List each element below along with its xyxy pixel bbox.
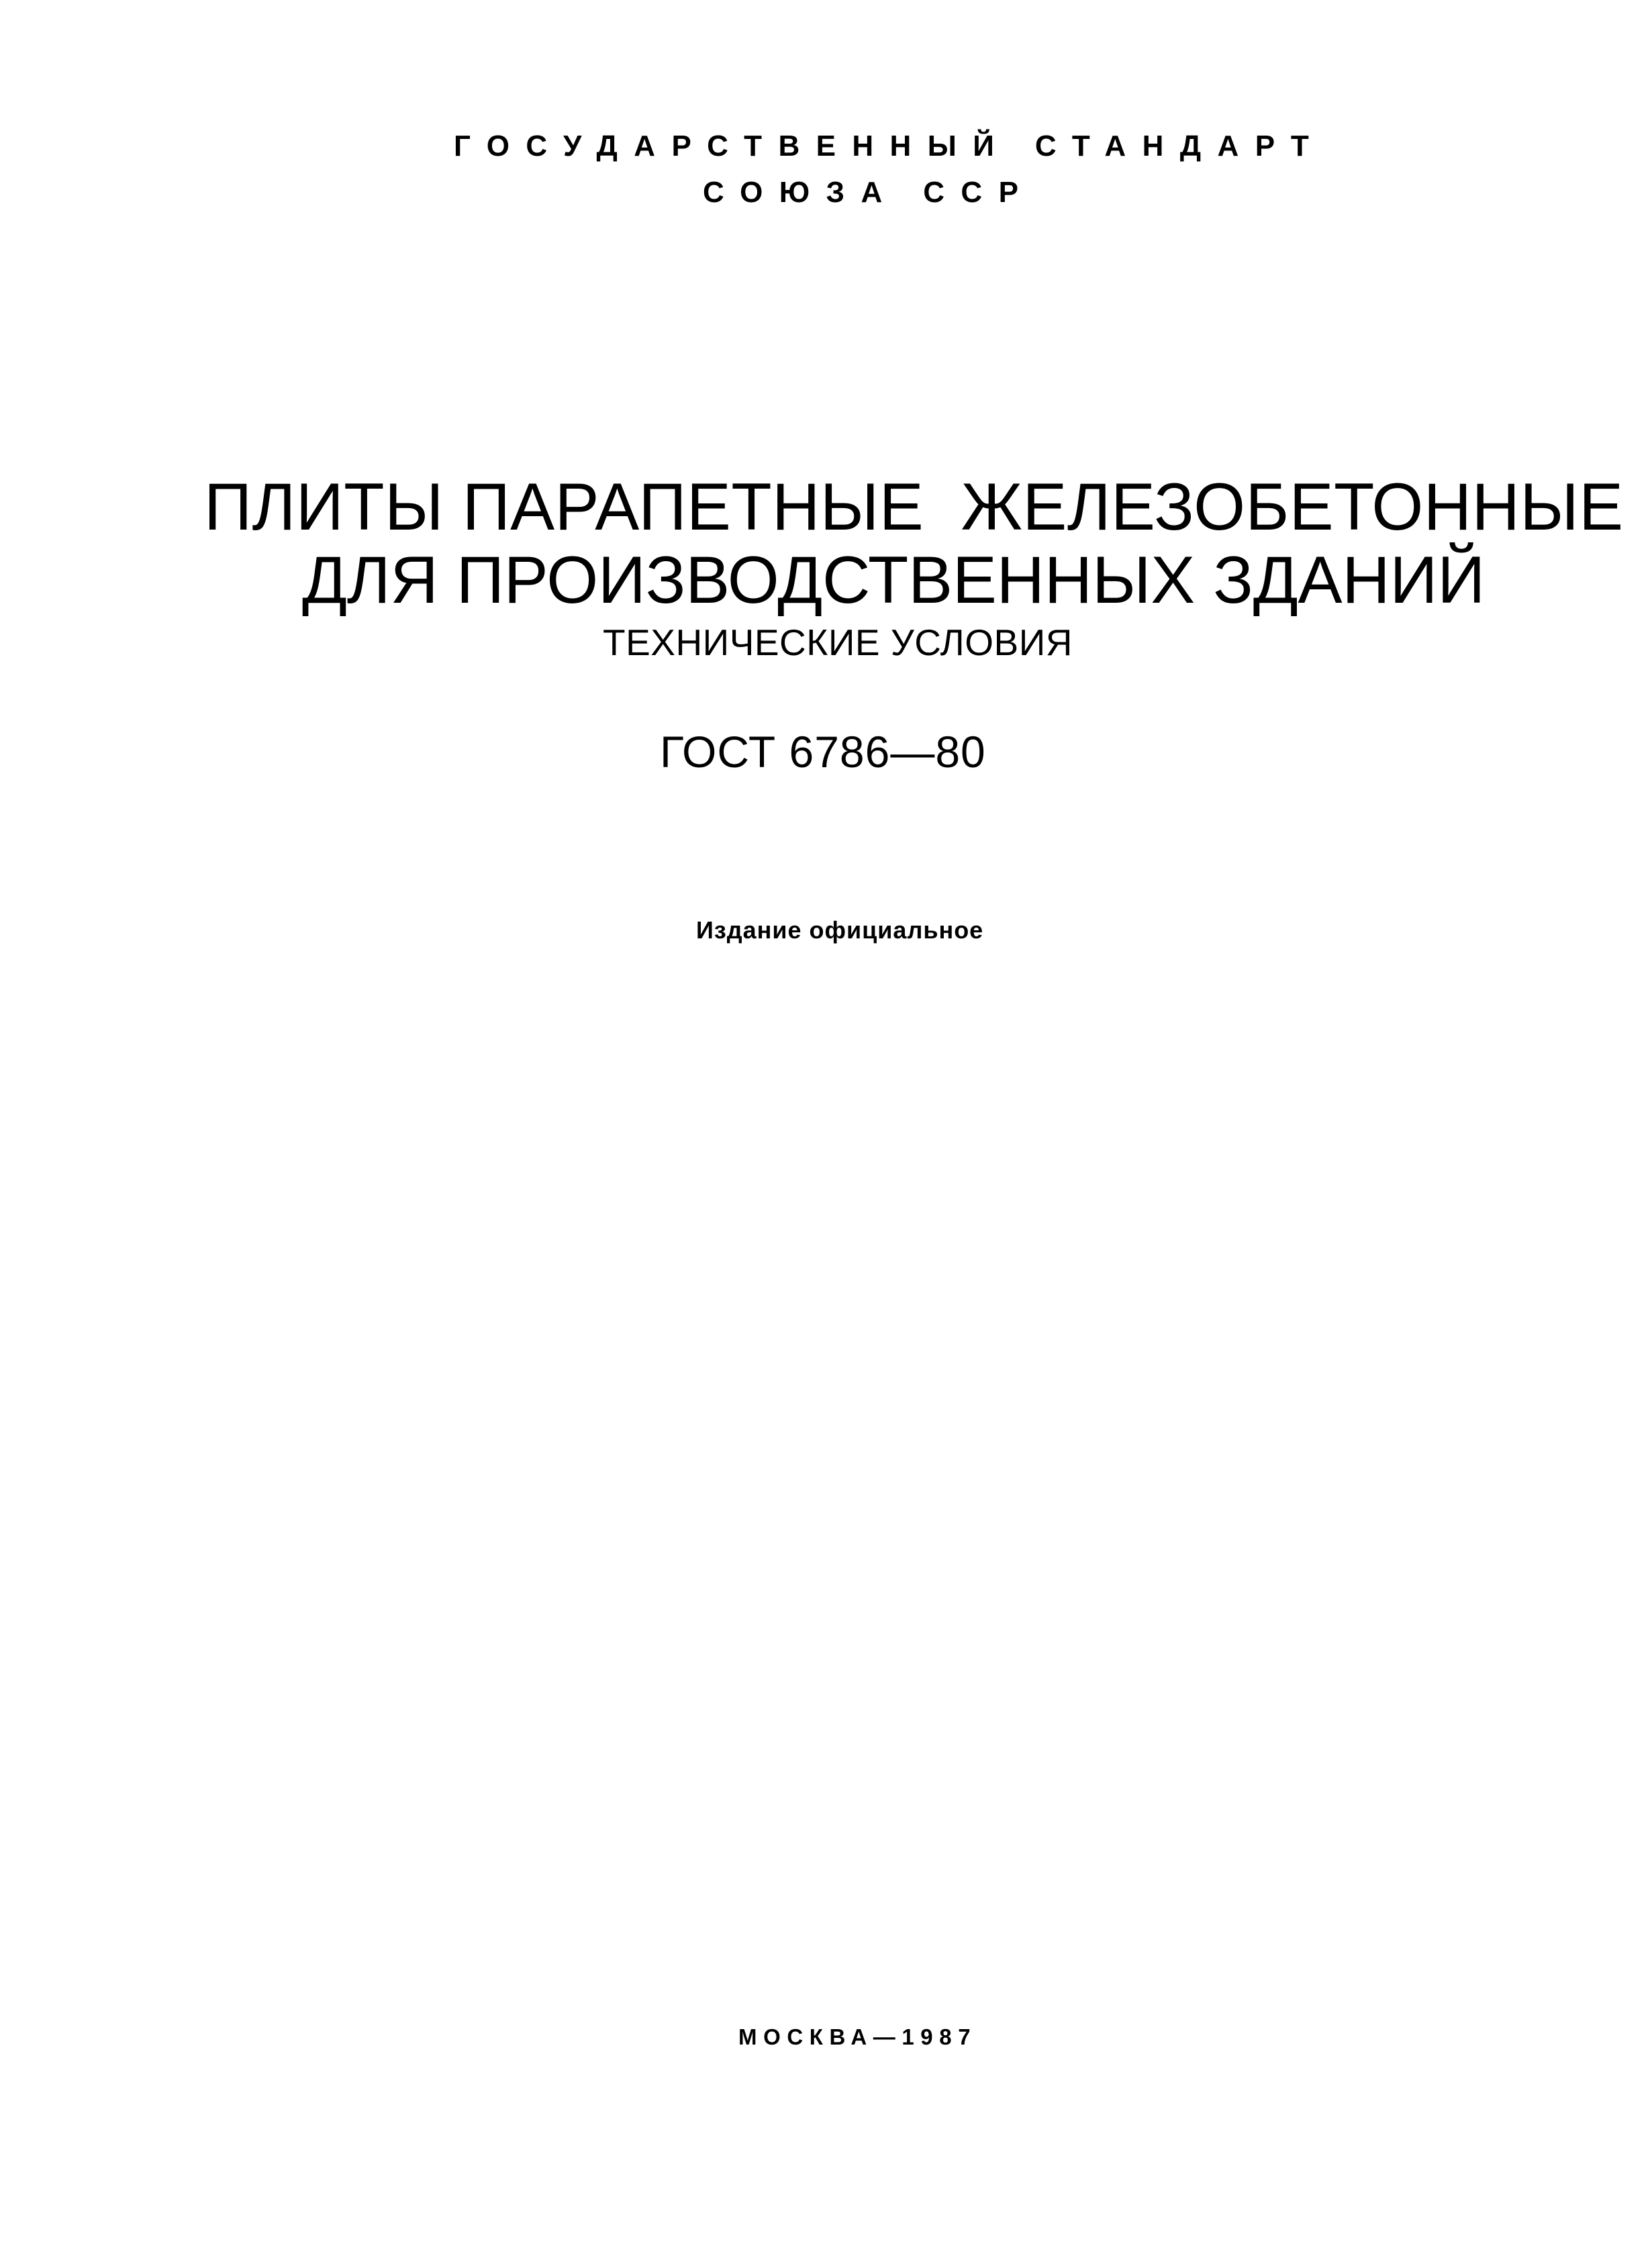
document-subtitle: ТЕХНИЧЕСКИЕ УСЛОВИЯ: [603, 622, 1073, 663]
standard-number: ГОСТ 6786—80: [660, 727, 986, 777]
edition-note: Издание официальное: [696, 916, 984, 944]
document-title-line-2: ДЛЯ ПРОИЗВОДСТВЕННЫХ ЗДАНИЙ: [302, 542, 1486, 617]
publication-place-year: МОСКВА—1987: [738, 2024, 977, 2049]
issuing-body-line-2: СОЮЗА ССР: [703, 176, 1035, 209]
issuing-body-line-1: ГОСУДАРСТВЕННЫЙ СТАНДАРТ: [454, 130, 1326, 162]
document-title-line-1: ПЛИТЫ ПАРАПЕТНЫЕ ЖЕЛЕЗОБЕТОННЫЕ: [204, 469, 1624, 544]
